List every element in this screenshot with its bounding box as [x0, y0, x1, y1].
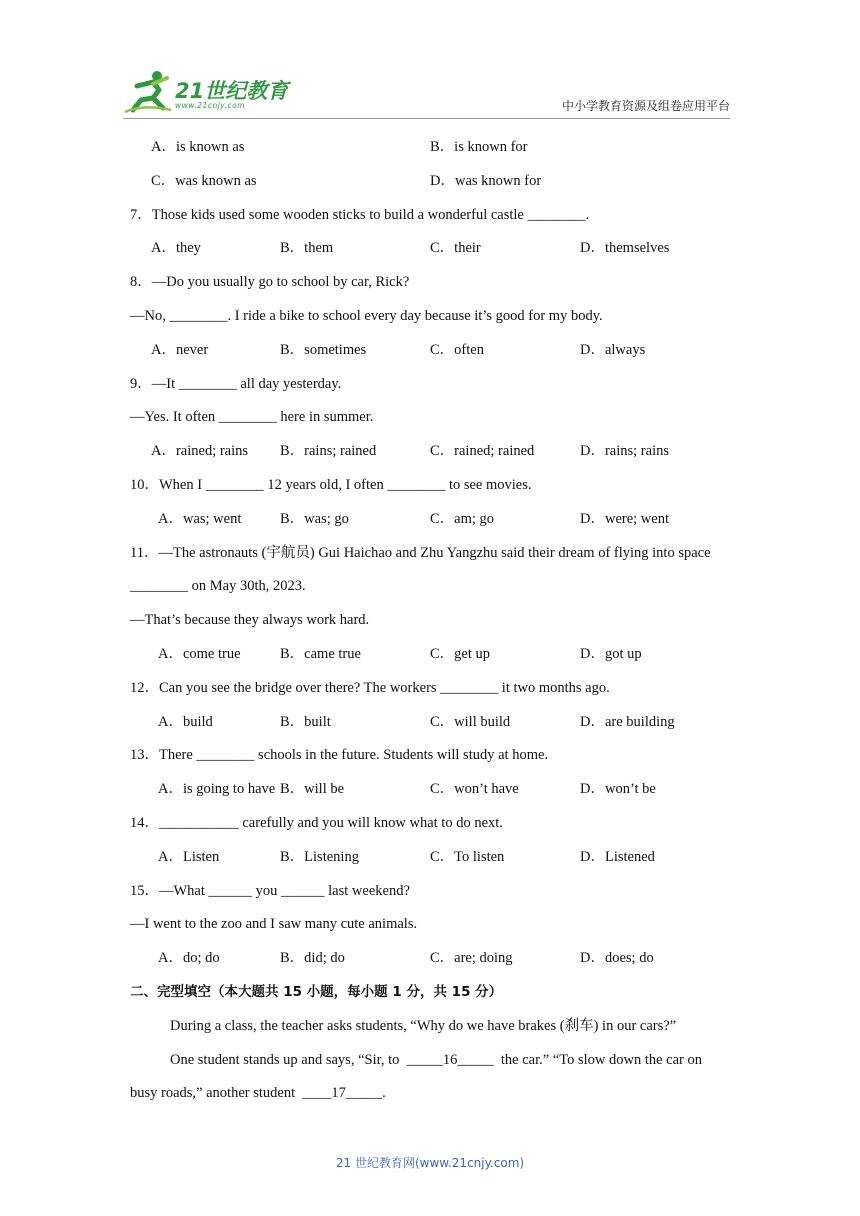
q12-options — [130, 711, 735, 745]
q11-line3: —That’s because they always work hard. — [130, 612, 370, 629]
q6-option-a: A．is known as — [151, 139, 245, 155]
q7-options — [130, 237, 735, 271]
q9-options — [130, 440, 735, 474]
passage-paragraph-2 — [130, 1049, 735, 1083]
q8-line2: —No, ________. I ride a bike to school every day because it’s good for my body. — [130, 307, 603, 324]
q15-option-d: D．does; do — [580, 950, 654, 967]
q14-option-c: C．To listen — [430, 848, 505, 865]
passage-text: the car.” “To slow down the car on — [500, 1051, 703, 1068]
q8-option-c: C．often — [430, 341, 484, 358]
q8-stem: 8．—Do you usually go to school by car, Rick? — [130, 274, 410, 291]
header-divider — [123, 118, 730, 119]
q9-option-d: D．rains; rains — [580, 443, 669, 460]
platform-title: 中小学教育资源及组卷应用平台 — [561, 99, 730, 113]
logo-text: 21世纪教育 — [175, 79, 289, 103]
q13-option-c: C．won’t have — [430, 781, 519, 798]
q11-option-d: D．got up — [580, 645, 642, 662]
q8-option-b: B．sometimes — [280, 341, 367, 358]
logo-url: www.21cnjy.com — [175, 101, 246, 110]
site-logo — [123, 68, 293, 116]
q8-options — [130, 339, 735, 373]
q11-stem: 11．—The astronauts (宇航员) Gui Haichao and Zhu Yangzhu said their dream of flying into space — [130, 544, 711, 561]
passage-paragraph-2-cont — [130, 1082, 735, 1116]
passage-text: . — [382, 1085, 386, 1102]
q15-option-b: B．did; do — [280, 950, 345, 967]
exam-content — [130, 136, 735, 1116]
q14-option-a: A．Listen — [158, 848, 220, 865]
q15-line2: —I went to the zoo and I saw many cute animals. — [130, 916, 418, 933]
q7-option-b: B．them — [280, 240, 334, 257]
q10-option-c: C．am; go — [430, 510, 495, 527]
q12-option-c: C．will build — [430, 713, 511, 730]
q9-option-c: C．rained; rained — [430, 443, 535, 460]
q6-option-b: B．is known for — [430, 139, 528, 155]
passage-text: busy roads,” another student — [130, 1085, 296, 1102]
q13-stem: 13．There ________ schools in the future. Students will study at home. — [130, 747, 549, 764]
q9-line2: —Yes. It often ________ here in summer. — [130, 409, 374, 426]
q13-option-b: B．will be — [280, 781, 345, 798]
q14-options — [130, 846, 735, 880]
q11-option-a: A．come true — [158, 645, 241, 662]
q6-options — [130, 136, 735, 170]
q11-option-b: B．came true — [280, 645, 361, 662]
q11-line2: ________ on May 30th, 2023. — [130, 578, 306, 595]
q10-options — [130, 508, 735, 542]
q11-option-c: C．get up — [430, 645, 491, 662]
q14-option-d: D．Listened — [580, 848, 655, 865]
q8-option-a: A．never — [151, 341, 209, 358]
runner-logo-icon — [123, 68, 173, 116]
q13-options — [130, 778, 735, 812]
q7-stem: 7．Those kids used some wooden sticks to build a wonderful castle ________. — [130, 206, 590, 223]
q15-option-c: C．are; doing — [430, 950, 513, 967]
q6-option-c: C．was known as — [151, 172, 257, 189]
q15-option-a: A．do; do — [158, 950, 220, 967]
blank-16: _____16_____ — [406, 1051, 494, 1068]
q6-options-2 — [130, 170, 735, 204]
q7-option-c: C．their — [430, 240, 481, 257]
q12-option-a: A．build — [158, 713, 213, 730]
blank-17: ____17_____ — [302, 1085, 383, 1102]
q12-stem: 12．Can you see the bridge over there? The workers ________ it two months ago. — [130, 679, 610, 696]
q10-option-a: A．was; went — [158, 510, 242, 527]
q13-option-a: A．is going to have — [158, 781, 276, 798]
q9-option-a: A．rained; rains — [151, 443, 249, 460]
q7-option-d: D．themselves — [580, 240, 670, 257]
q7-option-a: A．they — [151, 240, 201, 257]
q10-stem: 10．When I ________ 12 years old, I often ________ to see movies. — [130, 476, 532, 493]
q9-stem: 9．—It ________ all day yesterday. — [130, 375, 342, 392]
q10-option-d: D．were; went — [580, 510, 669, 527]
q12-option-d: D．are building — [580, 713, 675, 730]
q6-option-d: D．was known for — [430, 172, 542, 189]
q11-options — [130, 643, 735, 677]
q14-option-b: B．Listening — [280, 848, 359, 865]
q9-option-b: B．rains; rained — [280, 443, 377, 460]
q12-option-b: B．built — [280, 713, 331, 730]
passage-text: One student stands up and says, “Sir, to — [170, 1051, 400, 1068]
passage-paragraph-1: During a class, the teacher asks students, “Why do we have brakes (刹车) in our cars?” — [170, 1017, 677, 1034]
q15-options — [130, 947, 735, 981]
q10-option-b: B．was; go — [280, 510, 349, 527]
q13-option-d: D．won’t be — [580, 781, 656, 798]
q14-stem: 14．___________ carefully and you will know what to do next. — [130, 814, 503, 831]
q15-stem: 15．—What ______ you ______ last weekend? — [130, 882, 410, 899]
q8-option-d: D．always — [580, 341, 646, 358]
page-footer[interactable]: 21 世纪教育网(www.21cnjy.com) — [335, 1156, 525, 1170]
page-header — [0, 0, 860, 125]
section-2-title: 二、完型填空（本大题共 15 小题，每小题 1 分，共 15 分） — [130, 983, 503, 1000]
